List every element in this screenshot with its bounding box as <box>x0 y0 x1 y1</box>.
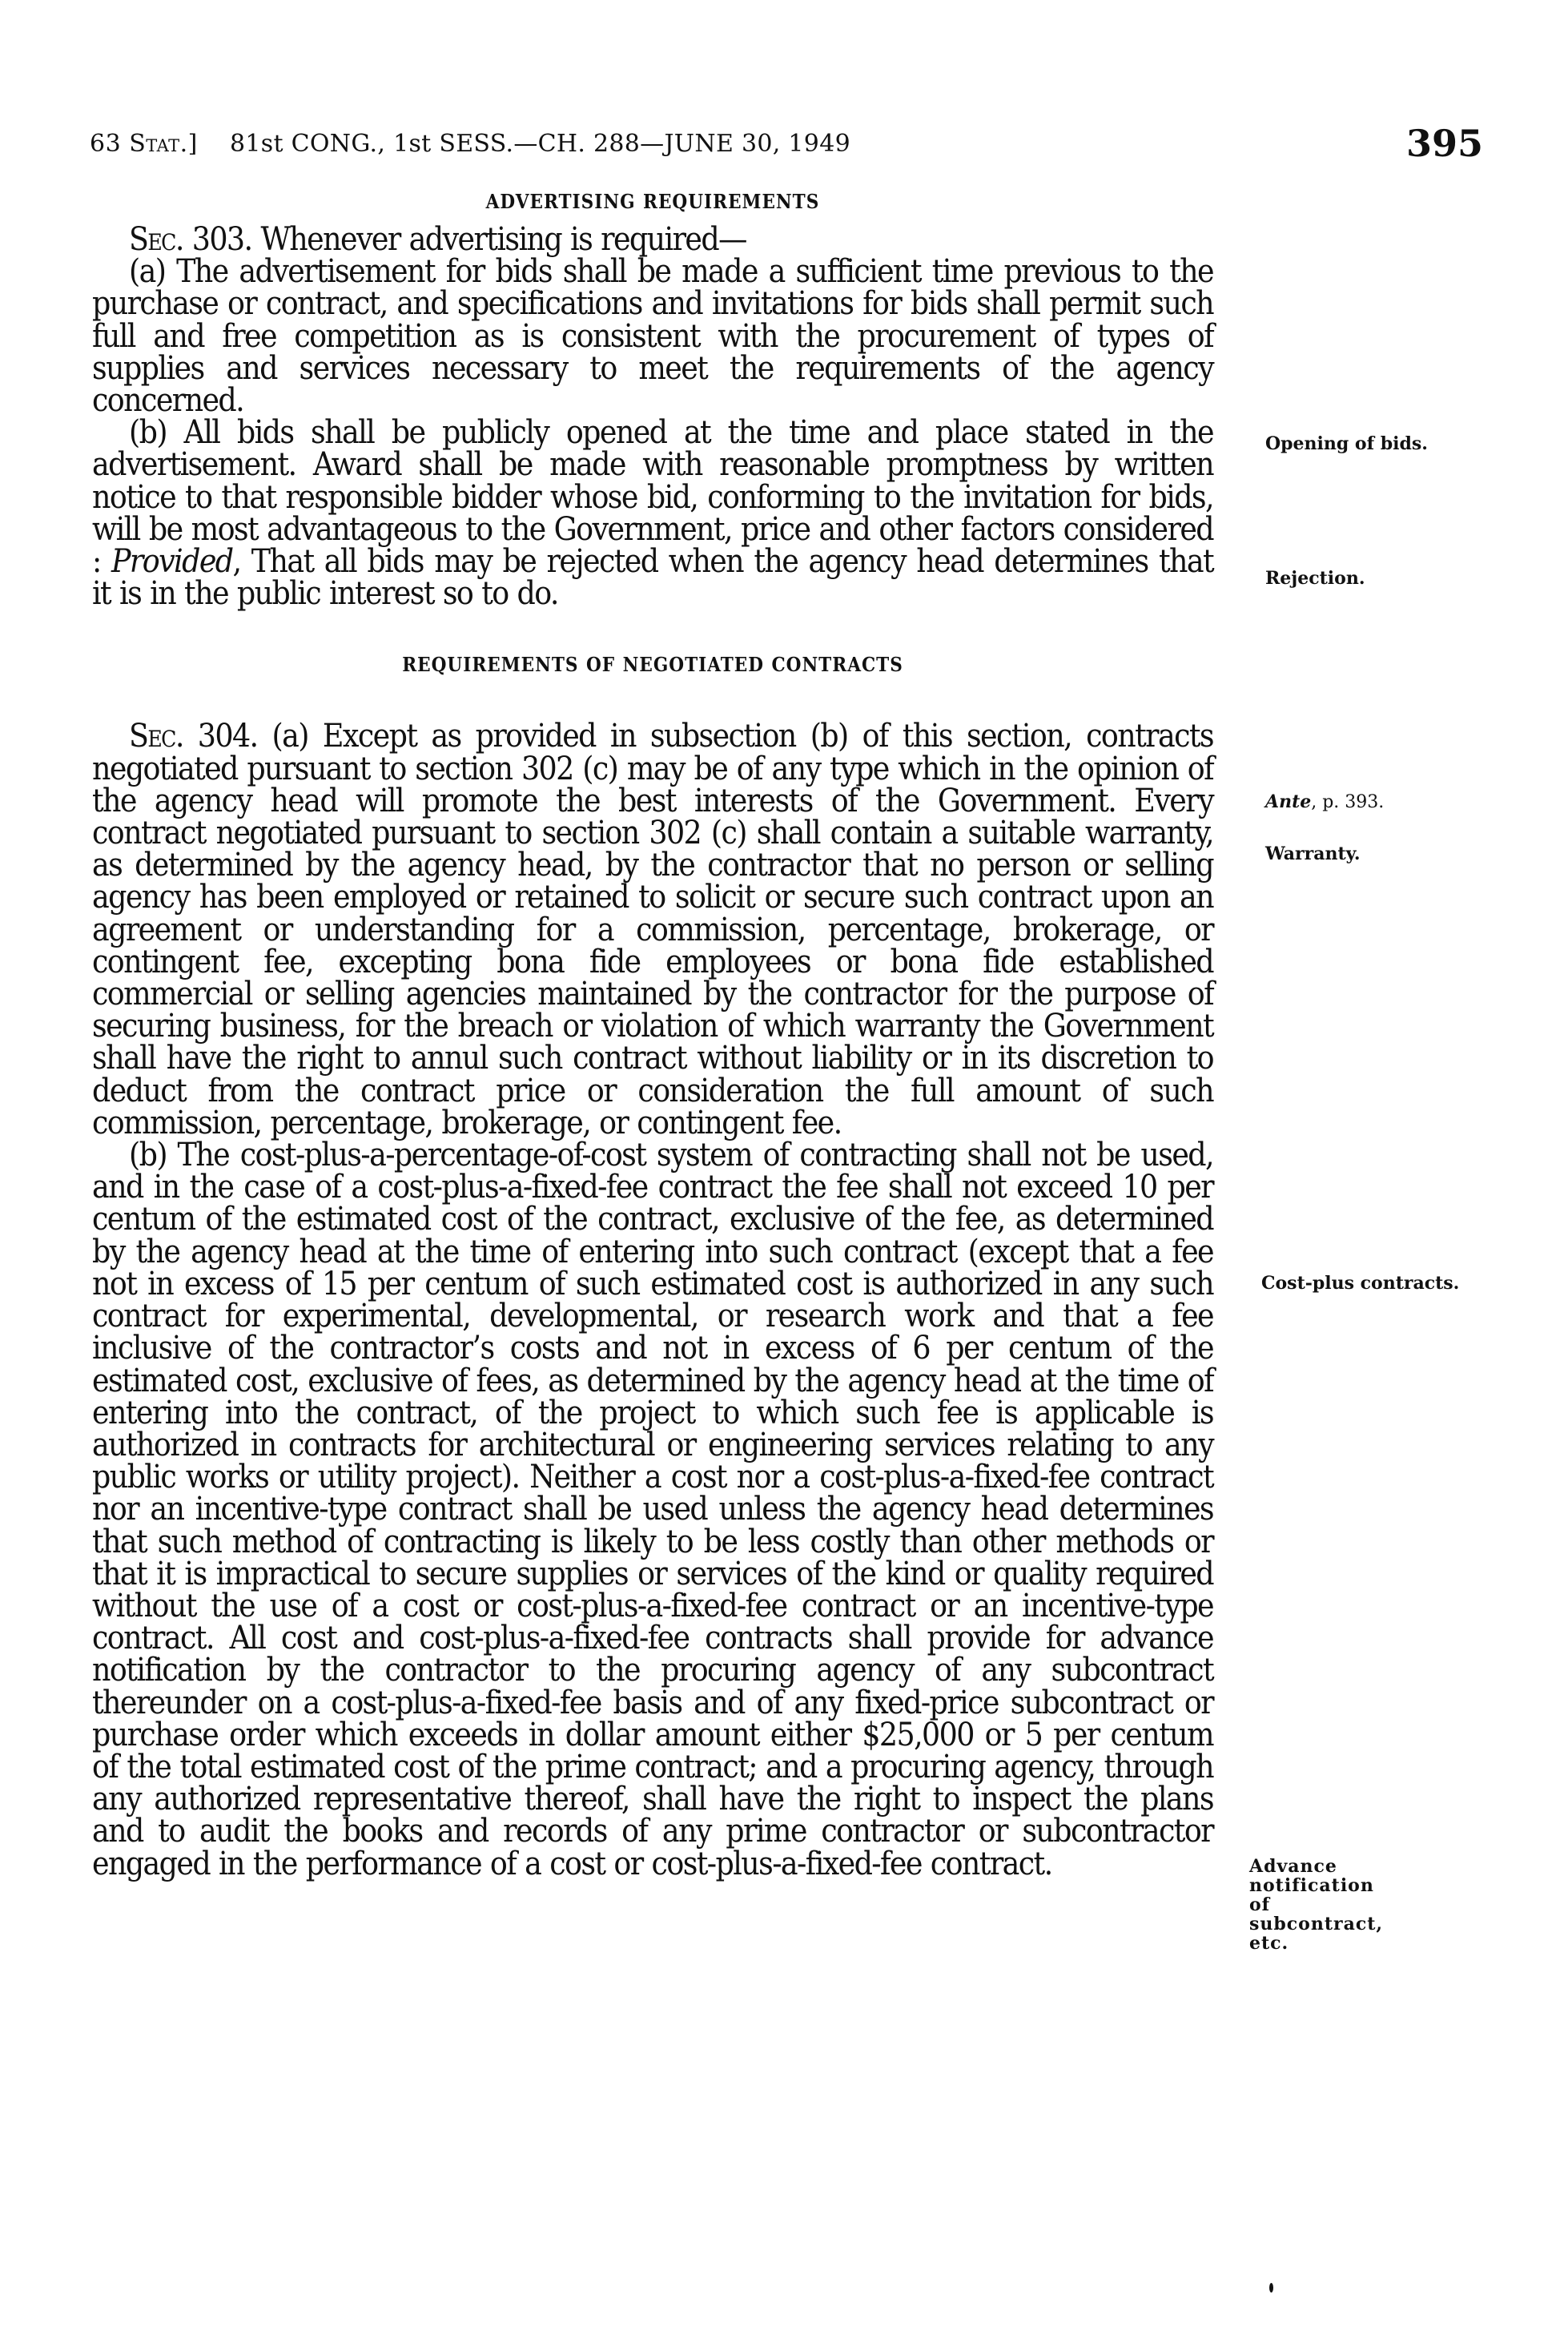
ante-page: , p. 393. <box>1311 792 1385 812</box>
para-b-text: (b) All bids shall be publicly opened at the time and place stated in the advertisement. Award shall be made with reasonable promptness by written notice to that responsible bidder whose bid, conforming to the invitation for bids, will be most advantageous to the Government, price and other factors considered : <box>92 413 1213 581</box>
margin-note-rejection: Rejection. <box>1265 568 1365 589</box>
margin-note-advance-notification: Advance notification of subcontract, etc. <box>1249 1856 1384 1954</box>
margin-note-cost-plus-contracts: Cost-plus contracts. <box>1261 1273 1460 1294</box>
volume-reference: 63 Stat.] <box>90 130 198 158</box>
intro-text: Whenever advertising is required— <box>260 219 746 258</box>
margin-note-opening-of-bids: Opening of bids. <box>1265 433 1428 454</box>
section-label: Sec. 303. <box>129 219 252 258</box>
main-text-column <box>92 186 1214 1882</box>
section-heading-advertising: ADVERTISING REQUIREMENTS <box>485 190 820 213</box>
section-label: Sec. 304. <box>129 716 258 755</box>
para-b-tail: , That all bids may be rejected when the agency head determines that it is in the public interest so to do. <box>92 541 1214 613</box>
scan-speck <box>1269 2283 1273 2293</box>
running-head <box>90 122 1483 170</box>
ante-word: Ante <box>1265 791 1312 812</box>
para-a-text: (a) Except as provided in subsection (b) of this section, contracts negotiated pursuant to section 302 (c) may be of any type which in the opinion of the agency head will promote the best interests of the Government. Every contract negotiated pursuant to section 302 (c) shall contain a suitable warranty, as determined by the agency head, by the contractor that no person or selling agency has been employed or retained to solicit or secure such contract upon an agreement or understanding for a commission, percentage, brokerage, or contingent fee, excepting bona fide employees or bona fide established commercial or selling agencies maintained by the contractor for the purpose of securing business, for the breach or violation of which warranty the Government shall have the right to annul such contract without liability or in its discretion to deduct from the contract price or consideration the full amount of such commission, percentage, brokerage, or contingent fee. <box>92 716 1214 1141</box>
margin-note-cross-reference <box>1265 792 1538 812</box>
sec-304-para-a <box>92 716 1214 1141</box>
sec-304-para-b: (b) The cost-plus-a-percentage-of-cost system of contracting shall not be used, and in the case of a cost-plus-a-fixed-fee contract the fee shall not exceed 10 per centum of the estimated cost of the contract, exclusive of the fee, as determined by the agency head at the time of entering into such contract (except that a fee not in excess of 15 per centum of such estimated cost is authorized in any such contract for experimental, developmental, or research work and that a fee inclusive of the contractor’s costs and not in excess of 6 per centum of the estimated cost, exclusive of fees, as determined by the agency head at the time of entering into the contract, of the project to which such fee is applicable is authorized in contracts for architectural or engineering services relating to any public works or utility project). Neither a cost nor a cost-plus-a-fixed-fee contract nor an incentive-type contract shall be used unless the agency head determines that such method of contracting is likely to be less costly than other methods or that it is impractical to secure supplies or services of the kind or quality required without the use of a cost or cost-plus-a-fixed-fee contract or an incentive-type contract. All cost and cost-plus-a-fixed-fee contracts shall provide for advance notification by the contractor to the procuring agency of any subcontract thereunder on a cost-plus-a-fixed-fee basis and of any fixed-price subcontract or purchase order which exceeds in dollar amount either $25,000 or 5 per centum of the total estimated cost of the prime contract; and a procuring agency, through any authorized representative thereof, shall have the right to inspect the plans and to audit the books and records of any prime contractor or subcontractor engaged in the performance of a cost or cost-plus-a-fixed-fee contract. <box>92 1135 1213 1882</box>
proviso-word: Provided <box>111 541 233 581</box>
sec-303-para-b <box>92 413 1214 613</box>
section-heading-negotiated: REQUIREMENTS OF NEGOTIATED CONTRACTS <box>402 653 903 677</box>
session-chapter-date: 81st CONG., 1st SESS.—CH. 288—JUNE 30, 1949 <box>230 130 850 158</box>
sec-303-intro <box>92 219 1213 258</box>
sec-303-para-a: (a) The advertisement for bids shall be made a sufficient time previous to the purchase or contract, and specifications and invitations for bids shall permit such full and free competition as is consistent with the procurement of types of supplies and services necessary to meet the requirements of the agency concerned. <box>92 252 1213 420</box>
margin-note-warranty: Warranty. <box>1265 843 1361 864</box>
page-number: 395 <box>1405 122 1483 165</box>
